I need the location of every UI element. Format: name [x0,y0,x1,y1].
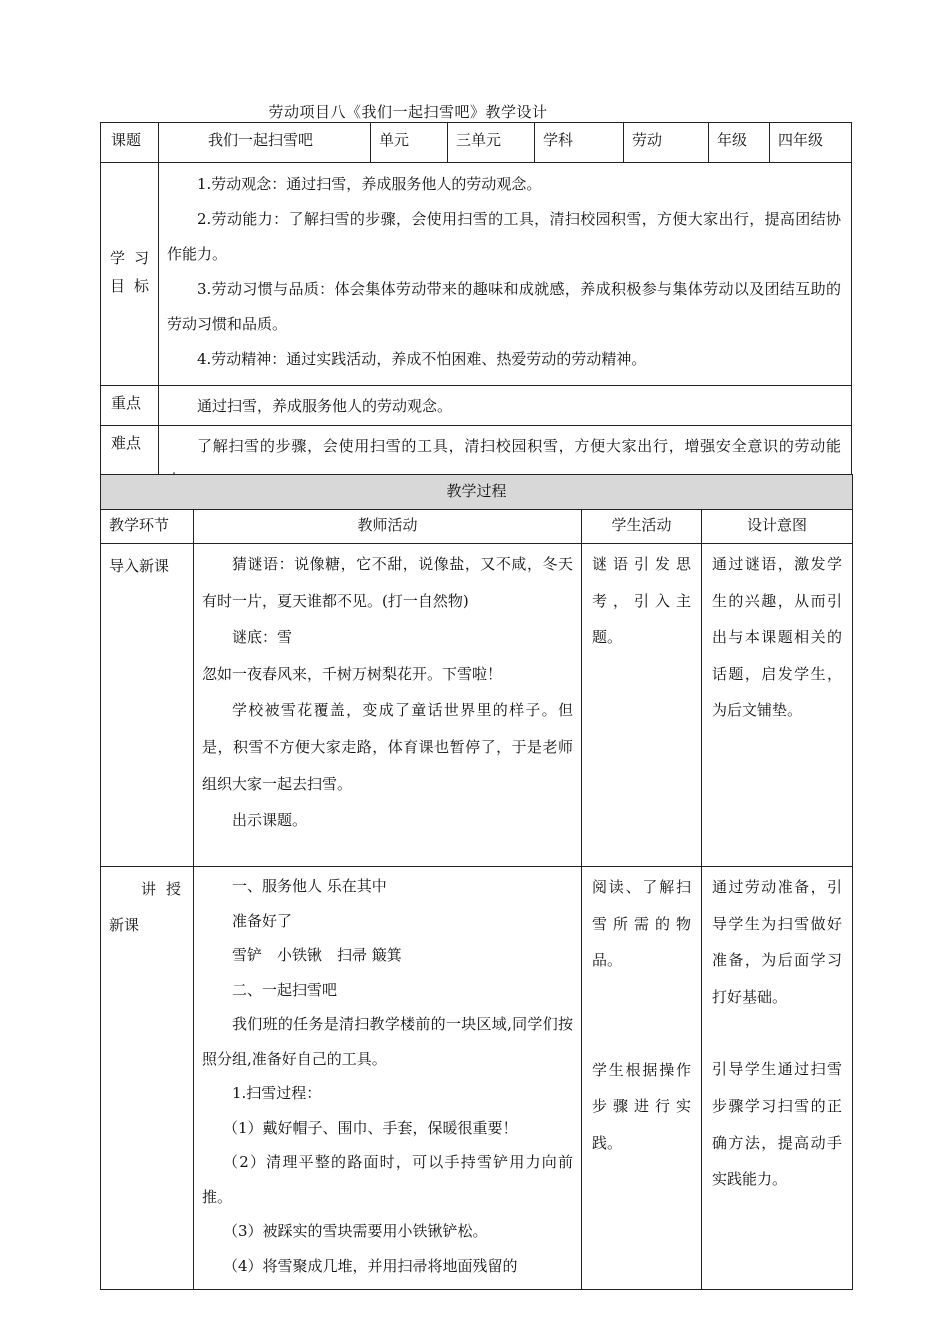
col-stage: 教学环节 [101,510,194,544]
table-row [101,544,853,867]
discipline-label: 学科 [535,123,624,163]
design-intent: 通过劳动准备，引导学生为扫雪做好准备，为后面学习打好基础。 引导学生通过扫雪步骤学习扫雪的正确方法，提高动手实践能力。 [702,867,853,1290]
unit-label: 单元 [371,123,448,163]
goal-item: 3.劳动习惯与品质：体会集体劳动带来的趣味和成就感，养成积极参与集体劳动以及团结互助的劳动习惯和品质。 [167,280,841,333]
difficulty-label: 难点 [101,426,159,506]
design-intent: 通过谜语，激发学生的兴趣，从而引出与本课题相关的话题，启发学生，为后文铺垫。 [702,544,853,867]
key-point-label: 重点 [101,386,159,426]
goals-content [159,163,852,386]
goals-label: 学习 目标 [101,163,159,386]
goal-item: 1.劳动观念：通过扫雪，养成服务他人的劳动观念。 [197,175,542,193]
grade-label: 年级 [709,123,770,163]
goal-item: 4.劳动精神：通过实践活动，养成不怕困难、热爱劳动的劳动精神。 [197,350,647,368]
key-point-text: 通过扫雪，养成服务他人的劳动观念。 [159,386,852,426]
subject-value: 我们一起扫雪吧 [159,123,371,163]
column-header-row [101,510,853,544]
difficulty-text: 了解扫雪的步骤，会使用扫雪的工具，清扫校园积雪，方便大家出行，增强安全意识的劳动能 [159,426,852,506]
stage-lecture: 讲授 新课 [101,867,194,1290]
col-intent: 设计意图 [702,510,853,544]
key-point-row [101,386,852,426]
col-teacher: 教师活动 [194,510,582,544]
process-heading: 教学过程 [101,475,853,510]
teacher-activity: 猜谜语：说像糖，它不甜，说像盐，又不咸，冬天有时一片，夏天谁都不见。(打一自然物) 谜底：雪 忽如一夜春风来，千树万树梨花开。下雪啦！ 学校被雪花覆盖，变成了童话世界里的样子。但是，积雪不方便大家走路，体育课也暂停了，于是老师组织大家一起去扫雪。 出示课题。 [194,544,582,867]
goal-item: 2.劳动能力：了解扫雪的步骤，会使用扫雪的工具，清扫校园积雪，方便大家出行，提高团结协作能力。 [167,210,841,263]
table-row [101,867,853,1290]
stage-intro: 导入新课 [101,544,194,867]
unit-value: 三单元 [448,123,535,163]
teacher-activity: 一、服务他人 乐在其中 准备好了 雪铲 小铁锹 扫帚 簸箕 二、一起扫雪吧 我们班的任务是清扫教学楼前的一块区域,同学们按照分组,准备好自己的工具。 1.扫雪过程： （1）戴好帽子、围巾、手套，保暖很重要！ （2）清理平整的路面时，可以手持雪铲用力向前推。 （3）被踩实的雪块需要用小铁锹铲松。 （4）将雪聚成几堆，并用扫帚将地面残留的 [194,867,582,1290]
goals-row [101,163,852,386]
teaching-process-table [100,474,853,1290]
discipline-value: 劳动 [624,123,709,163]
subject-label: 课题 [101,123,159,163]
document-title: 劳动项目八《我们一起扫雪吧》教学设计 [268,103,548,121]
header-row [101,123,852,163]
lesson-info-table [100,122,852,506]
col-student: 学生活动 [582,510,702,544]
student-activity: 谜语引发思考，引入主题。 [582,544,702,867]
grade-value: 四年级 [770,123,852,163]
student-activity: 阅读、了解扫雪所需的物品。 学生根据操作步骤进行实践。 [582,867,702,1290]
